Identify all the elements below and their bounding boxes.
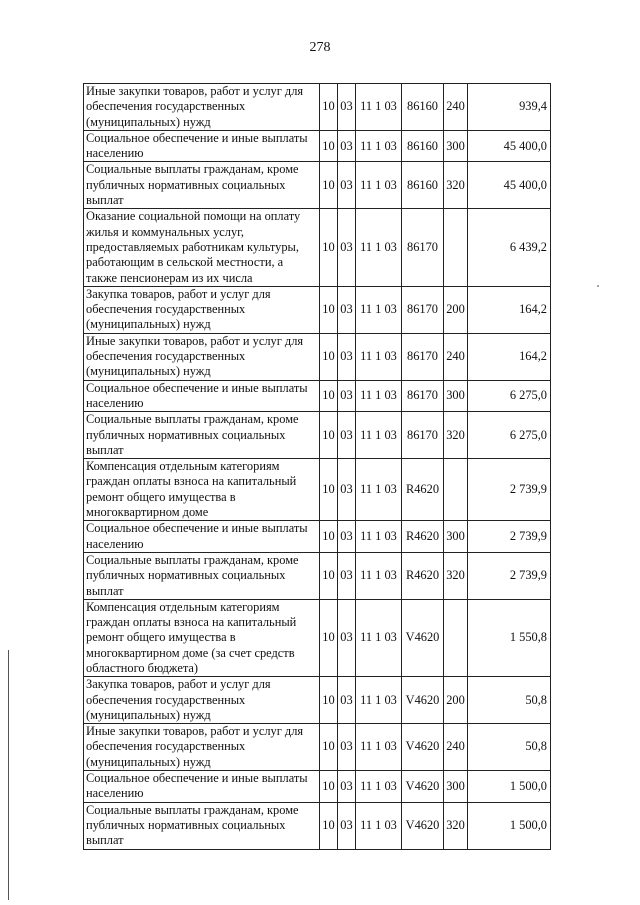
row-section: 10 xyxy=(320,521,338,553)
row-name: Закупка товаров, работ и услуг для обеспечения государственных (муниципальных) нужд xyxy=(84,677,320,724)
table-row xyxy=(84,84,551,131)
row-amount: 50,8 xyxy=(468,677,551,724)
row-subsection: 03 xyxy=(338,521,356,553)
row-code: V4620 xyxy=(402,802,444,849)
table-row xyxy=(84,771,551,803)
scan-dot xyxy=(597,285,599,287)
row-subsection: 03 xyxy=(338,802,356,849)
row-expense-type: 320 xyxy=(444,552,468,599)
row-program: 11 1 03 xyxy=(356,412,402,459)
row-section: 10 xyxy=(320,286,338,333)
row-subsection: 03 xyxy=(338,599,356,676)
row-program: 11 1 03 xyxy=(356,333,402,380)
row-code: V4620 xyxy=(402,724,444,771)
row-amount: 939,4 xyxy=(468,84,551,131)
row-subsection: 03 xyxy=(338,677,356,724)
row-section: 10 xyxy=(320,412,338,459)
row-subsection: 03 xyxy=(338,162,356,209)
row-section: 10 xyxy=(320,209,338,286)
row-subsection: 03 xyxy=(338,412,356,459)
row-code: 86160 xyxy=(402,84,444,131)
row-section: 10 xyxy=(320,459,338,521)
table-row xyxy=(84,459,551,521)
row-amount: 164,2 xyxy=(468,286,551,333)
row-code: 86160 xyxy=(402,130,444,162)
row-code: 86170 xyxy=(402,286,444,333)
row-name: Социальное обеспечение и иные выплаты населению xyxy=(84,380,320,412)
row-program: 11 1 03 xyxy=(356,677,402,724)
row-expense-type: 200 xyxy=(444,677,468,724)
row-expense-type: 320 xyxy=(444,802,468,849)
row-subsection: 03 xyxy=(338,84,356,131)
row-section: 10 xyxy=(320,130,338,162)
row-program: 11 1 03 xyxy=(356,286,402,333)
row-subsection: 03 xyxy=(338,333,356,380)
row-section: 10 xyxy=(320,599,338,676)
row-program: 11 1 03 xyxy=(356,459,402,521)
row-program: 11 1 03 xyxy=(356,209,402,286)
row-section: 10 xyxy=(320,677,338,724)
row-name: Оказание социальной помощи на оплату жилья и коммунальных услуг, предоставляемых работникам культуры, работающим в сельской местности, а также пенсионерам из их числа xyxy=(84,209,320,286)
row-amount: 45 400,0 xyxy=(468,130,551,162)
table-row xyxy=(84,724,551,771)
row-subsection: 03 xyxy=(338,552,356,599)
row-subsection: 03 xyxy=(338,380,356,412)
row-code: V4620 xyxy=(402,599,444,676)
row-name: Социальные выплаты гражданам, кроме публичных нормативных социальных выплат xyxy=(84,802,320,849)
row-expense-type: 240 xyxy=(444,84,468,131)
row-subsection: 03 xyxy=(338,724,356,771)
table-row xyxy=(84,380,551,412)
row-subsection: 03 xyxy=(338,771,356,803)
row-name: Социальное обеспечение и иные выплаты населению xyxy=(84,771,320,803)
row-code: R4620 xyxy=(402,521,444,553)
row-amount: 6 439,2 xyxy=(468,209,551,286)
row-name: Социальное обеспечение и иные выплаты населению xyxy=(84,130,320,162)
row-amount: 164,2 xyxy=(468,333,551,380)
row-name: Социальные выплаты гражданам, кроме публичных нормативных социальных выплат xyxy=(84,552,320,599)
table-row xyxy=(84,412,551,459)
row-expense-type: 240 xyxy=(444,333,468,380)
table-row xyxy=(84,552,551,599)
row-section: 10 xyxy=(320,552,338,599)
row-program: 11 1 03 xyxy=(356,771,402,803)
row-section: 10 xyxy=(320,84,338,131)
row-subsection: 03 xyxy=(338,459,356,521)
row-amount: 1 500,0 xyxy=(468,802,551,849)
row-expense-type: 320 xyxy=(444,162,468,209)
row-expense-type xyxy=(444,209,468,286)
table-row xyxy=(84,599,551,676)
row-expense-type xyxy=(444,599,468,676)
row-name: Социальное обеспечение и иные выплаты населению xyxy=(84,521,320,553)
row-expense-type: 300 xyxy=(444,380,468,412)
row-section: 10 xyxy=(320,771,338,803)
table-row xyxy=(84,677,551,724)
row-amount: 45 400,0 xyxy=(468,162,551,209)
row-code: V4620 xyxy=(402,677,444,724)
row-subsection: 03 xyxy=(338,209,356,286)
row-name: Закупка товаров, работ и услуг для обеспечения государственных (муниципальных) нужд xyxy=(84,286,320,333)
row-code: 86170 xyxy=(402,412,444,459)
row-section: 10 xyxy=(320,162,338,209)
row-amount: 1 500,0 xyxy=(468,771,551,803)
table-row xyxy=(84,162,551,209)
table-body xyxy=(84,84,551,850)
row-name: Иные закупки товаров, работ и услуг для обеспечения государственных (муниципальных) нужд xyxy=(84,333,320,380)
row-expense-type: 320 xyxy=(444,412,468,459)
row-program: 11 1 03 xyxy=(356,380,402,412)
row-code: 86170 xyxy=(402,333,444,380)
row-code: V4620 xyxy=(402,771,444,803)
row-name: Компенсация отдельным категориям граждан оплаты взноса на капитальный ремонт общего имущества в многоквартирном доме (за счет средств областного бюджета) xyxy=(84,599,320,676)
scan-margin-line xyxy=(8,650,9,900)
row-amount: 2 739,9 xyxy=(468,459,551,521)
row-section: 10 xyxy=(320,802,338,849)
row-program: 11 1 03 xyxy=(356,84,402,131)
budget-table xyxy=(83,83,551,850)
row-amount: 6 275,0 xyxy=(468,380,551,412)
row-expense-type: 240 xyxy=(444,724,468,771)
table-row xyxy=(84,130,551,162)
row-code: 86170 xyxy=(402,209,444,286)
table-row xyxy=(84,521,551,553)
row-subsection: 03 xyxy=(338,130,356,162)
row-amount: 2 739,9 xyxy=(468,521,551,553)
row-program: 11 1 03 xyxy=(356,130,402,162)
row-expense-type: 200 xyxy=(444,286,468,333)
row-code: R4620 xyxy=(402,459,444,521)
row-section: 10 xyxy=(320,333,338,380)
table-row xyxy=(84,209,551,286)
row-program: 11 1 03 xyxy=(356,724,402,771)
row-code: 86160 xyxy=(402,162,444,209)
row-program: 11 1 03 xyxy=(356,162,402,209)
row-expense-type: 300 xyxy=(444,521,468,553)
row-program: 11 1 03 xyxy=(356,521,402,553)
row-section: 10 xyxy=(320,380,338,412)
table-row xyxy=(84,802,551,849)
row-name: Иные закупки товаров, работ и услуг для обеспечения государственных (муниципальных) нужд xyxy=(84,724,320,771)
row-name: Социальные выплаты гражданам, кроме публичных нормативных социальных выплат xyxy=(84,162,320,209)
row-section: 10 xyxy=(320,724,338,771)
table-row xyxy=(84,333,551,380)
row-amount: 2 739,9 xyxy=(468,552,551,599)
row-expense-type xyxy=(444,459,468,521)
row-expense-type: 300 xyxy=(444,771,468,803)
row-code: 86170 xyxy=(402,380,444,412)
row-amount: 6 275,0 xyxy=(468,412,551,459)
row-program: 11 1 03 xyxy=(356,599,402,676)
row-subsection: 03 xyxy=(338,286,356,333)
row-name: Социальные выплаты гражданам, кроме публичных нормативных социальных выплат xyxy=(84,412,320,459)
table-row xyxy=(84,286,551,333)
row-amount: 50,8 xyxy=(468,724,551,771)
row-program: 11 1 03 xyxy=(356,552,402,599)
row-name: Компенсация отдельным категориям граждан оплаты взноса на капитальный ремонт общего имущества в многоквартирном доме xyxy=(84,459,320,521)
row-program: 11 1 03 xyxy=(356,802,402,849)
page-number: 278 xyxy=(309,40,331,55)
row-code: R4620 xyxy=(402,552,444,599)
row-amount: 1 550,8 xyxy=(468,599,551,676)
row-name: Иные закупки товаров, работ и услуг для обеспечения государственных (муниципальных) нужд xyxy=(84,84,320,131)
row-expense-type: 300 xyxy=(444,130,468,162)
